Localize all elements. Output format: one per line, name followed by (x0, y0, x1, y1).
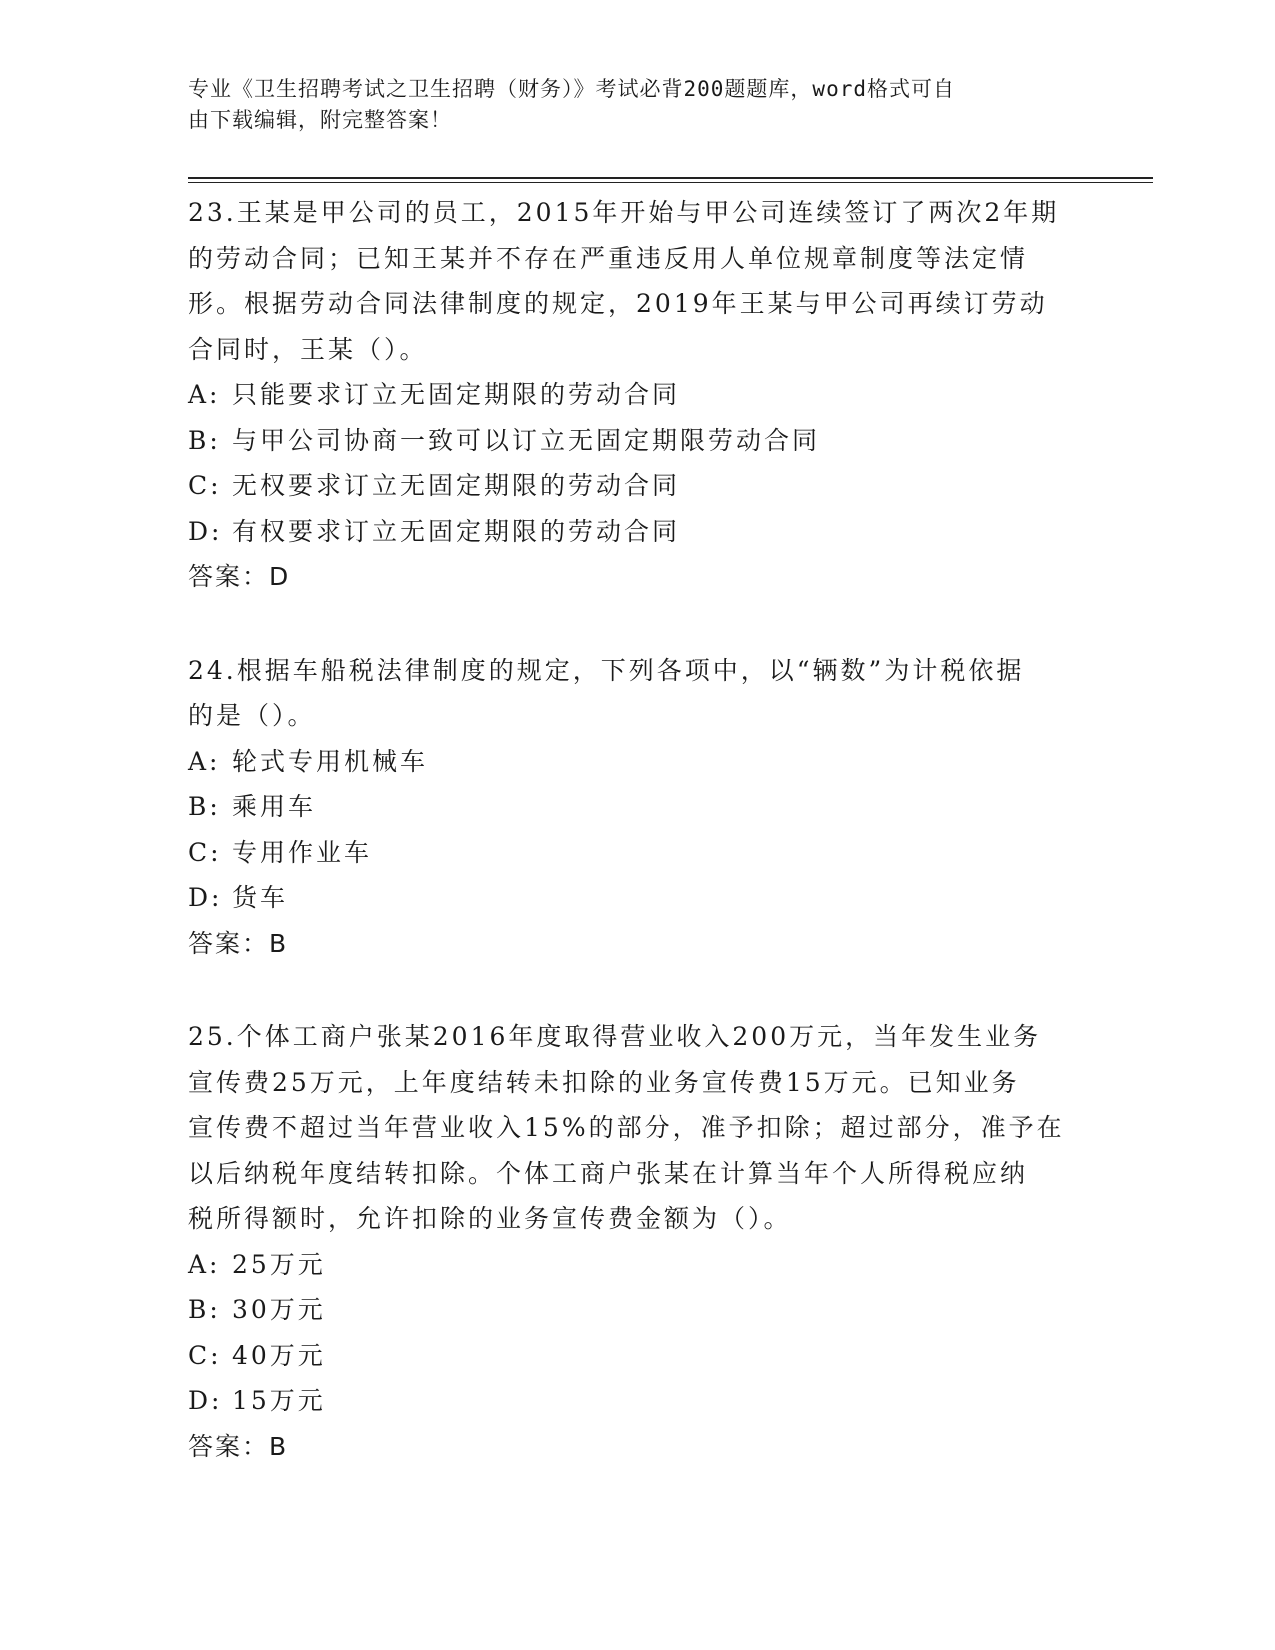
header-rule-thin (188, 182, 1153, 183)
question-stem-line: 宣传费不超过当年营业收入15%的部分，准予扣除；超过部分，准予在 (188, 1113, 1065, 1142)
option-key: A: (188, 1249, 221, 1279)
option-text: 15万元 (232, 1386, 326, 1415)
answer-line: 答案：B (188, 1431, 289, 1461)
question-stem-line: 以后纳税年度结转扣除。个体工商户张某在计算当年个人所得税应纳 (188, 1158, 1029, 1188)
answer-line: 答案：D (188, 562, 291, 591)
option-key: A: (188, 746, 221, 776)
option-text: 25万元 (232, 1249, 326, 1279)
option-text: 有权要求订立无固定期限的劳动合同 (232, 516, 681, 546)
option-c (188, 463, 1088, 509)
option-d (188, 1378, 1088, 1424)
question-stem-line: 宣传费25万元，上年度结转未扣除的业务宣传费15万元。已知业务 (188, 1067, 1020, 1097)
header-line-1: 专业《卫生招聘考试之卫生招聘（财务）》考试必背200题题库，word格式可自 (188, 77, 955, 101)
question-stem-line: 税所得额时，允许扣除的业务宣传费金额为（）。 (188, 1204, 792, 1233)
option-b (188, 418, 1088, 464)
question-stem-line: 的劳动合同；已知王某并不存在严重违反用人单位规章制度等法定情 (188, 243, 1029, 273)
option-text: 货车 (232, 883, 289, 912)
question-24 (188, 648, 1088, 967)
option-text: 只能要求订立无固定期限的劳动合同 (232, 380, 681, 409)
option-text: 40万元 (232, 1340, 326, 1370)
option-key: B: (188, 425, 221, 455)
option-text: 30万元 (232, 1295, 326, 1324)
question-25 (188, 1014, 1088, 1469)
question-list (188, 190, 1088, 1517)
answer-line: 答案：B (188, 928, 289, 958)
option-d (188, 875, 1088, 921)
question-stem-line: 25.个体工商户张某2016年度取得营业收入200万元，当年发生业务 (188, 1022, 1042, 1051)
option-text: 轮式专用机械车 (232, 746, 429, 776)
header-rule-thick (188, 177, 1153, 179)
option-text: 无权要求订立无固定期限的劳动合同 (232, 471, 681, 500)
question-stem-line: 合同时，王某（）。 (188, 334, 428, 364)
option-b (188, 1287, 1088, 1333)
option-key: C: (188, 837, 222, 867)
option-text: 专用作业车 (232, 837, 373, 867)
option-key: C: (188, 1340, 222, 1370)
option-a (188, 372, 1088, 418)
question-stem-line: 24.根据车船税法律制度的规定，下列各项中，以“辆数”为计税依据 (188, 655, 1025, 685)
question-stem-line: 形。根据劳动合同法律制度的规定，2019年王某与甲公司再续订劳动 (188, 289, 1048, 318)
question-stem-line: 23.王某是甲公司的员工，2015年开始与甲公司连续签订了两次2年期 (188, 198, 1060, 227)
option-key: B: (188, 1295, 221, 1324)
option-text: 与甲公司协商一致可以订立无固定期限劳动合同 (232, 425, 821, 455)
option-b (188, 784, 1088, 830)
option-key: D: (188, 1386, 223, 1415)
option-key: A: (188, 380, 221, 409)
option-key: D: (188, 883, 223, 912)
option-key: C: (188, 471, 222, 500)
option-d (188, 509, 1088, 555)
option-text: 乘用车 (232, 792, 317, 821)
option-a (188, 1242, 1088, 1288)
question-stem-line: 的是（）。 (188, 701, 316, 730)
option-c (188, 1333, 1088, 1379)
option-key: D: (188, 516, 223, 546)
document-header (188, 74, 1078, 136)
question-23 (188, 190, 1088, 600)
header-line-2: 由下载编辑，附完整答案！ (188, 108, 452, 132)
option-c (188, 830, 1088, 876)
option-a (188, 739, 1088, 785)
option-key: B: (188, 792, 221, 821)
